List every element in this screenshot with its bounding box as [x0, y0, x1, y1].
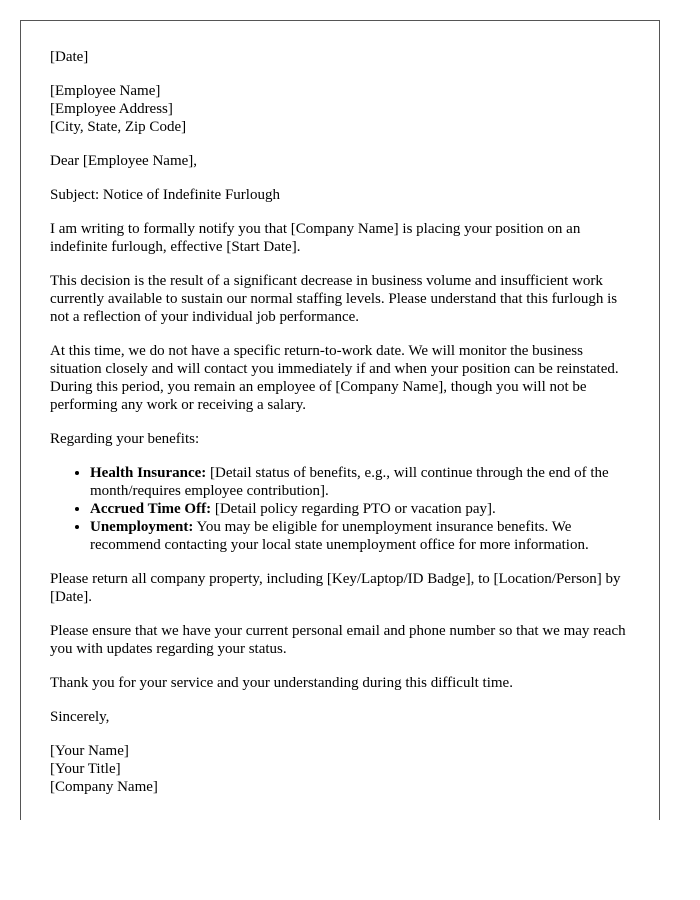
body-paragraph-intro: I am writing to formally notify you that [Company Name] is placing your position on an indefinite furlough, effective [Start Date].	[50, 221, 581, 255]
subject-line: Subject: Notice of Indefinite Furlough	[50, 187, 280, 203]
signature-title: [Your Title]	[50, 761, 121, 777]
body-paragraph-return: At this time, we do not have a specific return-to-work date. We will monitor the business situation closely and will contact you immediately if and when your position can be reinstated. During this period, you remain an employee of [Company Name], though you will not be performing any work or receiving a salary.	[50, 343, 619, 413]
benefit-label: Unemployment:	[90, 519, 194, 535]
recipient-block	[50, 82, 630, 136]
body-paragraph-benefits-intro: Regarding your benefits:	[50, 431, 200, 447]
salutation: Dear [Employee Name],	[50, 153, 198, 169]
benefits-list	[50, 464, 630, 554]
body-paragraph-thanks: Thank you for your service and your understanding during this difficult time.	[50, 675, 513, 691]
benefit-label: Accrued Time Off:	[90, 501, 212, 517]
body-paragraph-reason: This decision is the result of a significant decrease in business volume and insufficient work currently available to sustain our normal staffing levels. Please understand that this furlough is not a reflection of your individual job performance.	[50, 273, 618, 325]
benefit-item-unemployment	[90, 518, 630, 554]
benefit-text: [Detail policy regarding PTO or vacation pay].	[211, 501, 496, 517]
benefit-label: Health Insurance:	[90, 465, 207, 481]
recipient-city-state-zip: [City, State, Zip Code]	[50, 119, 187, 135]
recipient-address: [Employee Address]	[50, 101, 173, 117]
signature-company: [Company Name]	[50, 779, 158, 795]
letter-page	[20, 20, 660, 820]
benefit-item-health-insurance	[90, 464, 630, 500]
signature-name: [Your Name]	[50, 743, 129, 759]
body-paragraph-property: Please return all company property, including [Key/Laptop/ID Badge], to [Location/Person] by [Date].	[50, 571, 621, 605]
benefit-text: [Detail status of benefits, e.g., will continue through the end of the month/requires employee contribution].	[90, 465, 609, 499]
letter-body	[50, 48, 630, 812]
benefit-text: You may be eligible for unemployment insurance benefits. We recommend contacting your local state unemployment office for more information.	[90, 519, 589, 553]
benefit-item-accrued-time-off	[90, 500, 630, 518]
signature-block	[50, 742, 630, 796]
signoff: Sincerely,	[50, 709, 110, 725]
body-paragraph-contact: Please ensure that we have your current personal email and phone number so that we may reach you with updates regarding your status.	[50, 623, 626, 657]
recipient-name: [Employee Name]	[50, 83, 161, 99]
letter-date: [Date]	[50, 49, 89, 65]
